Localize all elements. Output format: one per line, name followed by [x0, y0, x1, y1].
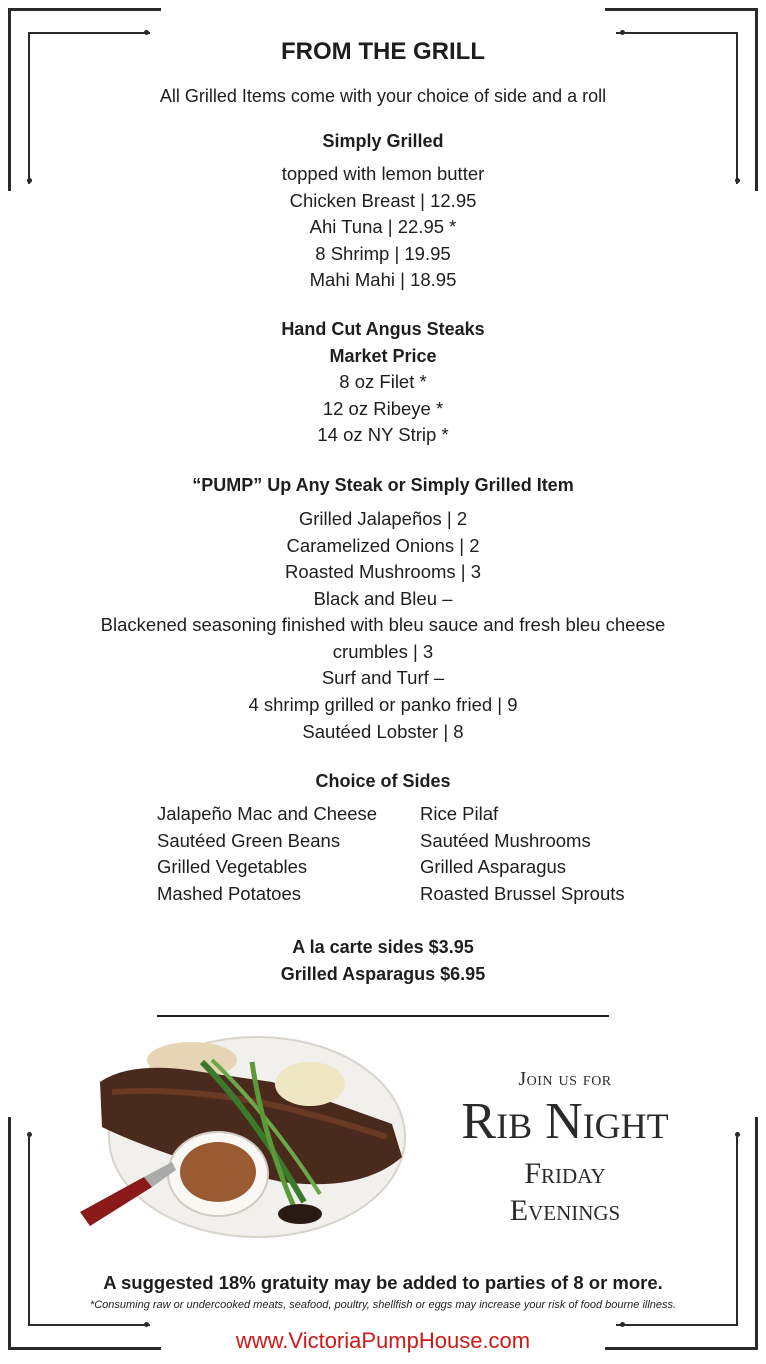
sides-right-column — [420, 801, 625, 907]
frame-dot — [620, 30, 625, 35]
promo-join-text: Join us for — [518, 1068, 612, 1090]
frame-dot — [620, 1322, 625, 1327]
menu-item: 4 shrimp grilled or panko fried | 9 — [248, 694, 518, 715]
sides-heading: Choice of Sides — [315, 771, 451, 791]
frame-dot — [144, 1322, 149, 1327]
simply-grilled-heading: Simply Grilled — [322, 131, 444, 151]
menu-item: Roasted Mushrooms | 3 — [284, 561, 482, 582]
website-link[interactable]: www.VictoriaPumpHouse.com — [235, 1328, 531, 1353]
menu-item: Caramelized Onions | 2 — [286, 535, 480, 556]
menu-item: Blackened seasoning finished with bleu sauce and fresh bleu cheese — [100, 614, 666, 635]
frame-dot — [27, 1132, 32, 1137]
steaks-heading: Hand Cut Angus Steaks — [281, 319, 485, 339]
sides-left-column — [157, 801, 377, 907]
side-item: Rice Pilaf — [420, 803, 499, 824]
side-item: Grilled Asparagus — [420, 856, 567, 878]
page-subtitle: All Grilled Items come with your choice of side and a roll — [159, 86, 607, 106]
asparagus-price: Grilled Asparagus $6.95 — [280, 964, 486, 984]
frame-dot — [735, 1132, 740, 1137]
steaks-subheading: Market Price — [329, 346, 437, 366]
menu-item: Mahi Mahi | 18.95 — [309, 269, 457, 290]
gratuity-notice: A suggested 18% gratuity may be added to parties of 8 or more. — [103, 1272, 663, 1293]
promo-title: Rib Night — [461, 1093, 669, 1150]
menu-item: 8 Shrimp | 19.95 — [315, 243, 451, 264]
side-item: Sautéed Green Beans — [157, 829, 341, 851]
menu-item: Chicken Breast | 12.95 — [289, 190, 477, 211]
side-item: Mashed Potatoes — [157, 882, 301, 904]
food-safety-disclaimer: *Consuming raw or undercooked meats, seafood, poultry, shellfish or eggs may increase your risk of food bourne illness. — [89, 1299, 677, 1311]
menu-item: Grilled Jalapeños | 2 — [298, 508, 468, 529]
menu-item: Black and Bleu – — [313, 588, 453, 609]
menu-item: topped with lemon butter — [281, 163, 485, 184]
side-item: Jalapeño Mac and Cheese — [157, 803, 378, 824]
promo-day: Friday — [524, 1157, 606, 1190]
pump-up-heading: “PUMP” Up Any Steak or Simply Grilled Item — [192, 475, 574, 495]
menu-item: 8 oz Filet * — [339, 371, 427, 392]
promo-time: Evenings — [509, 1194, 621, 1227]
frame-dot — [144, 30, 149, 35]
ribs-plate-photo — [72, 1032, 412, 1254]
page-title: FROM THE GRILL — [281, 38, 485, 65]
side-item: Grilled Vegetables — [157, 856, 308, 878]
section-divider — [157, 1015, 609, 1017]
side-item: Roasted Brussel Sprouts — [420, 882, 625, 904]
menu-item: Surf and Turf – — [321, 667, 445, 688]
menu-item: 14 oz NY Strip * — [317, 424, 449, 445]
side-item: Sautéed Mushrooms — [420, 829, 591, 851]
menu-item: 12 oz Ribeye * — [322, 398, 444, 419]
menu-item: crumbles | 3 — [332, 641, 434, 662]
a-la-carte-price: A la carte sides $3.95 — [292, 937, 474, 957]
menu-item: Ahi Tuna | 22.95 * — [309, 216, 457, 237]
menu-item: Sautéed Lobster | 8 — [302, 721, 464, 742]
